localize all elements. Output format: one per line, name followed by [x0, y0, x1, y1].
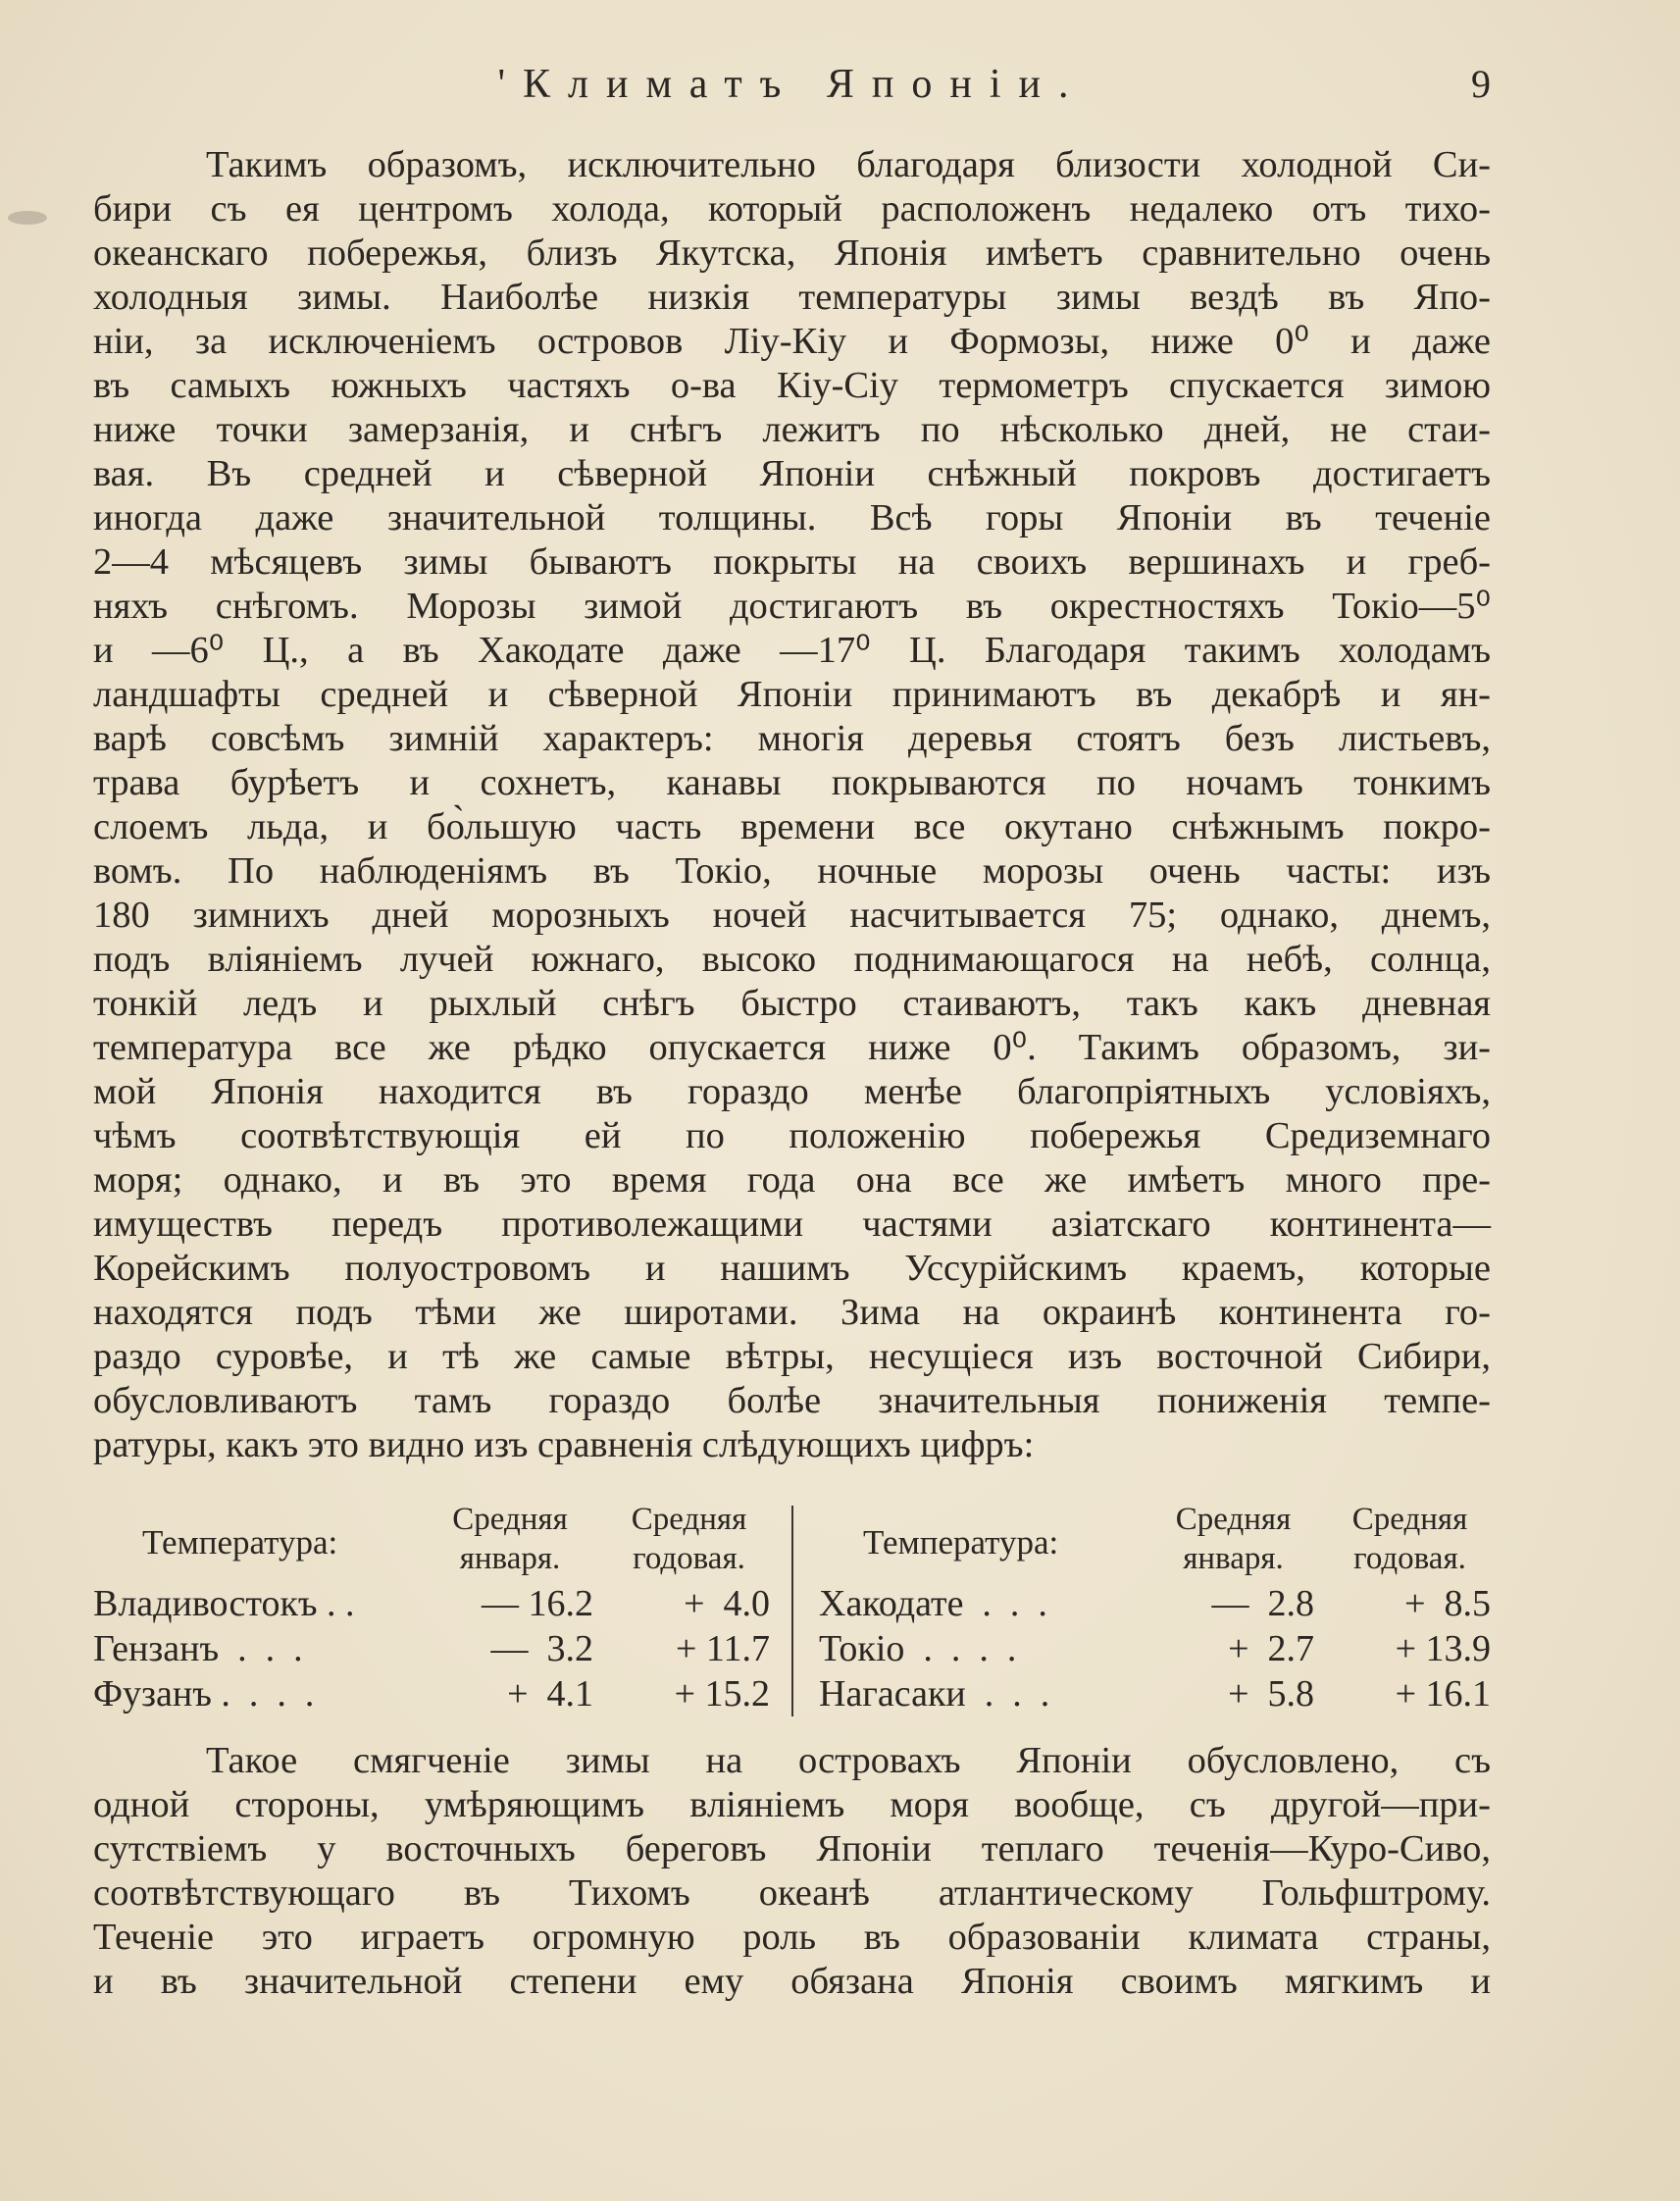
text-line: холодныя зимы. Наиболѣе низкія температуры зимы вездѣ въ Япо-: [93, 277, 1491, 318]
table-row: [93, 1582, 770, 1627]
table-left-half: [93, 1496, 770, 1716]
text-line: мой Японія находится въ гораздо менѣе благопріятныхъ условіяхъ,: [93, 1071, 1491, 1112]
text-line: подъ вліяніемъ лучей южнаго, высоко поднимающагося на небѣ, солнца,: [93, 939, 1491, 980]
text-line: тонкій ледъ и рыхлый снѣгъ быстро стаиваютъ, такъ какъ дневная: [93, 983, 1491, 1024]
text-line: одной стороны, умѣряющимъ вліяніемъ моря вообще, съ другой—при-: [93, 1784, 1491, 1825]
text-line: вая. Въ средней и сѣверной Японіи снѣжный покровъ достигаетъ: [93, 453, 1491, 494]
text-line: вомъ. По наблюденіямъ въ Токіо, ночные морозы очень часты: изъ: [93, 850, 1491, 892]
text-line: температура все же рѣдко опускается ниже 0⁰. Такимъ образомъ, зи-: [93, 1027, 1491, 1068]
text-line: няхъ снѣгомъ. Морозы зимой достигаютъ въ окрестностяхъ Токіо—5⁰: [93, 586, 1491, 627]
text-line: раздо суровѣе, и тѣ же самые вѣтры, несущіеся изъ восточной Сибири,: [93, 1336, 1491, 1377]
text-line: океанскаго побережья, близъ Якутска, Японія имѣетъ сравнительно очень: [93, 232, 1491, 274]
january-temp: — 16.2: [482, 1583, 593, 1624]
temperature-table: [93, 1496, 1491, 1716]
city-name: Токіо . . . .: [819, 1628, 1017, 1669]
table-row: [93, 1672, 770, 1717]
running-title: 'Климатъ Японіи.: [497, 62, 1087, 107]
table-row: [819, 1582, 1491, 1627]
paragraph-1: [93, 143, 1491, 1467]
text-line: Такое смягченіе зимы на островахъ Японіи обусловлено, съ: [206, 1740, 1491, 1781]
text-line: ратуры, какъ это видно изъ сравненія слѣдующихъ цифръ:: [93, 1424, 1035, 1465]
column-header-annual: [1329, 1500, 1491, 1578]
table-divider: [791, 1506, 793, 1716]
text-line: находятся подъ тѣми же широтами. Зима на окраинѣ континента го-: [93, 1292, 1491, 1333]
column-header-annual: [608, 1500, 770, 1578]
text-line: 2—4 мѣсяцевъ зимы бываютъ покрыты на своихъ вершинахъ и греб-: [93, 541, 1491, 583]
page-number: 9: [1471, 62, 1491, 106]
text-line: ниже точки замерзанія, и снѣгъ лежитъ по нѣсколько дней, не стаи-: [93, 409, 1491, 450]
text-line: и —6⁰ Ц., а въ Хакодате даже —17⁰ Ц. Благодаря такимъ холодамъ: [93, 630, 1491, 671]
annual-temp: + 11.7: [675, 1628, 770, 1669]
header-text: годовая.: [1353, 1541, 1466, 1576]
annual-temp: + 8.5: [1404, 1583, 1491, 1624]
annual-temp: + 4.0: [684, 1583, 770, 1624]
january-temp: + 2.7: [1228, 1628, 1314, 1669]
annual-temp: + 15.2: [674, 1673, 770, 1715]
city-name: Гензанъ . . .: [93, 1628, 303, 1669]
column-header-january: [432, 1500, 588, 1578]
table-row: [93, 1627, 770, 1672]
text-line: варѣ совсѣмъ зимній характеръ: многія деревья стоятъ безъ листьевъ,: [93, 718, 1491, 759]
header-text: Средняя: [1351, 1502, 1468, 1537]
header-text: января.: [459, 1541, 561, 1576]
header-text: января.: [1183, 1541, 1284, 1576]
page-header: [93, 61, 1491, 120]
city-name: Фузанъ . . . .: [93, 1673, 315, 1715]
text-line: сутствіемъ у восточныхъ береговъ Японіи теплаго теченія—Куро-Сиво,: [93, 1828, 1491, 1869]
text-line: имуществъ передъ противолежащими частями азіатскаго континента—: [93, 1203, 1491, 1245]
january-temp: + 5.8: [1228, 1673, 1314, 1715]
header-text: Средняя: [631, 1502, 747, 1537]
header-text: годовая.: [633, 1541, 745, 1576]
text-line: чѣмъ соотвѣтствующія ей по положенію побережья Средиземнаго: [93, 1115, 1491, 1156]
text-line: соотвѣтствующаго въ Тихомъ океанѣ атлантическому Гольфштрому.: [93, 1872, 1491, 1914]
table-row: [819, 1672, 1491, 1717]
table-right-half: [819, 1496, 1491, 1716]
text-line: слоемъ льда, и бо̀льшую часть времени все окутано снѣжнымъ покро-: [93, 806, 1491, 847]
column-header-january: [1152, 1500, 1314, 1578]
column-header-temperature: Температура:: [863, 1523, 1059, 1561]
annual-temp: + 13.9: [1395, 1628, 1491, 1669]
january-temp: — 2.8: [1211, 1583, 1314, 1624]
column-header-temperature: Температура:: [142, 1523, 338, 1561]
text-line: моря; однако, и въ это время года она все же имѣетъ много пре-: [93, 1159, 1491, 1201]
text-line: въ самыхъ южныхъ частяхъ о-ва Кіу-Сіу термометръ спускается зимою: [93, 365, 1491, 406]
header-text: Средняя: [452, 1502, 568, 1537]
city-name: Владивостокъ . .: [93, 1583, 355, 1624]
paragraph-2: [93, 1739, 1491, 2004]
text-line: Такимъ образомъ, исключительно благодаря близости холодной Си-: [206, 144, 1491, 185]
annual-temp: + 16.1: [1395, 1673, 1491, 1715]
january-temp: — 3.2: [490, 1628, 593, 1669]
text-line: Корейскимъ полуостровомъ и нашимъ Уссурійскимъ краемъ, которые: [93, 1248, 1491, 1289]
text-line: бири съ ея центромъ холода, который расположенъ недалеко отъ тихо-: [93, 188, 1491, 230]
text-line: и въ значительной степени ему обязана Японія своимъ мягкимъ и: [93, 1961, 1491, 2002]
ink-blot: [8, 211, 47, 225]
january-temp: + 4.1: [507, 1673, 593, 1715]
text-line: 180 зимнихъ дней морозныхъ ночей насчитывается 75; однако, днемъ,: [93, 895, 1491, 936]
table-row: [819, 1627, 1491, 1672]
text-line: ландшафты средней и сѣверной Японіи принимаютъ въ декабрѣ и ян-: [93, 674, 1491, 715]
text-line: трава бурѣетъ и сохнетъ, канавы покрываются по ночамъ тонкимъ: [93, 762, 1491, 803]
text-line: иногда даже значительной толщины. Всѣ горы Японіи въ теченіе: [93, 497, 1491, 538]
text-line: Теченіе это играетъ огромную роль въ образованіи климата страны,: [93, 1917, 1491, 1958]
city-name: Хакодате . . .: [819, 1583, 1047, 1624]
text-line: ніи, за исключеніемъ островов Ліу-Кіу и Формозы, ниже 0⁰ и даже: [93, 321, 1491, 362]
city-name: Нагасаки . . .: [819, 1673, 1050, 1715]
text-line: обусловливаютъ тамъ гораздо болѣе значительныя пониженія темпе-: [93, 1380, 1491, 1421]
header-text: Средняя: [1175, 1502, 1292, 1537]
